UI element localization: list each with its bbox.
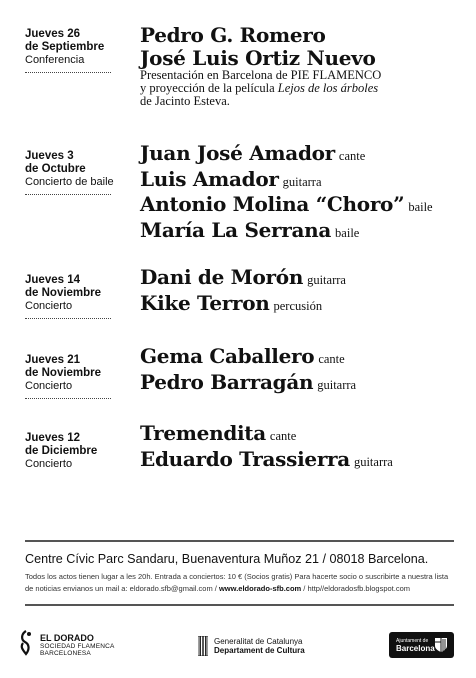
performer-name: José Luis Ortiz Nuevo [140, 45, 376, 70]
eldorado-logo [18, 630, 128, 666]
info-text-part: / http//eldoradosfb.blogspot.com [301, 584, 411, 593]
dotted-divider [25, 72, 111, 73]
description-text: y proyección de la película [140, 81, 278, 95]
performer-role: guitarra [307, 273, 346, 287]
date-line-1: Jueves 14 [25, 274, 80, 286]
venue-divider-top [25, 540, 454, 542]
performers-list [140, 422, 466, 473]
eldorado-subtitle [40, 643, 115, 657]
performers-list [140, 345, 466, 396]
venue-divider-bottom [25, 604, 454, 606]
performer [140, 168, 466, 194]
performers-list [140, 24, 466, 108]
description-line: de Jacinto Esteva. [140, 94, 230, 108]
event-date [25, 150, 135, 195]
event-date [25, 354, 135, 399]
event-type: Concierto de baile [25, 176, 114, 188]
performer [140, 345, 466, 371]
performer [140, 448, 466, 474]
description-line: Presentación en Barcelona de PIE FLAMENCO [140, 68, 382, 82]
generalitat-stripes-icon [198, 636, 208, 656]
performer [140, 219, 466, 245]
eldorado-title: EL DORADO [40, 633, 94, 643]
dotted-divider [25, 194, 111, 195]
performer [140, 266, 466, 292]
performer-name: Luis Amador [140, 166, 279, 191]
performer-role: cante [269, 429, 297, 443]
info-text-part: de noticias envianos un mail a: eldorado.sfb@gmail.com / [25, 584, 219, 593]
event-date [25, 432, 135, 471]
eldorado-sub-line: SOCIEDAD FLAMENCA [40, 643, 115, 650]
date-line-1: Jueves 21 [25, 354, 80, 366]
event-type: Concierto [25, 380, 73, 392]
dotted-divider [25, 318, 111, 319]
ajuntament-line-2: Barcelona [396, 644, 435, 653]
date-line-1: Jueves 12 [25, 432, 80, 444]
performer-role: baile [408, 200, 433, 214]
performers-list [140, 142, 466, 244]
performer [140, 371, 466, 397]
generalitat-line-2: Departament de Cultura [214, 646, 305, 655]
performer-role: guitarra [282, 174, 322, 189]
performer-name: Tremendita [140, 421, 266, 445]
performer-name: Juan José Amador [140, 141, 335, 165]
ajuntament-logo [389, 632, 454, 658]
performer-name: Dani de Morón [140, 265, 304, 289]
performer-name: Eduardo Trassierra [140, 446, 350, 471]
performer-role: guitarra [353, 454, 393, 469]
event-type: Conferencia [25, 54, 85, 66]
performer-name: Kike Terron [140, 290, 270, 315]
info-line: Todos los actos tienen lugar a les 20h. Entrada a conciertos: 10 € (Socios gratis) Para hacerte socio o suscribirte a nuestra lista [25, 572, 449, 581]
performer [140, 422, 466, 448]
performer [140, 292, 466, 318]
performer [140, 142, 466, 168]
performer-role: cante [318, 352, 345, 366]
performers-list [140, 266, 466, 317]
date-line-2: de Noviembre [25, 287, 102, 299]
event-type: Concierto [25, 458, 73, 470]
event-description [140, 69, 466, 108]
performer-name: Pedro Barragán [140, 369, 314, 394]
eldorado-sub-line: BARCELONESA [40, 650, 91, 657]
generalitat-logo [198, 636, 338, 664]
performer-role: baile [335, 225, 360, 240]
performer-name: María La Serrana [140, 217, 332, 242]
performer-role: cante [338, 149, 366, 163]
performer-name: Antonio Molina “Choro” [140, 192, 405, 216]
barcelona-shield-icon [434, 637, 448, 653]
footer-logos [0, 628, 476, 668]
date-line-2: de Noviembre [25, 367, 102, 379]
info-text [25, 571, 465, 595]
date-line-2: de Septiembre [25, 41, 105, 53]
event-type: Concierto [25, 300, 73, 312]
performer-name: Gema Caballero [140, 344, 315, 368]
performer-role: percusión [273, 298, 323, 313]
performer [140, 47, 466, 70]
performer-role: guitarra [317, 377, 357, 392]
date-line-1: Jueves 3 [25, 150, 74, 162]
performer-name: Pedro G. Romero [140, 23, 326, 47]
event-date [25, 28, 135, 73]
info-line [25, 583, 465, 595]
performer [140, 193, 466, 219]
ajuntament-line-1: Ajuntament de [396, 638, 429, 644]
dotted-divider [25, 398, 111, 399]
date-line-2: de Octubre [25, 163, 86, 175]
performer [140, 24, 466, 47]
date-line-1: Jueves 26 [25, 28, 80, 40]
venue-address: Centre Cívic Parc Sandaru, Buenaventura Muñoz 21 / 08018 Barcelona. [25, 552, 429, 566]
film-title: Lejos de los árboles [277, 81, 379, 95]
event-date [25, 274, 135, 319]
eldorado-mark-icon [18, 630, 34, 656]
generalitat-line-1: Generalitat de Catalunya [214, 637, 303, 646]
website-link[interactable]: www.eldorado-sfb.com [218, 584, 302, 593]
date-line-2: de Diciembre [25, 445, 98, 457]
